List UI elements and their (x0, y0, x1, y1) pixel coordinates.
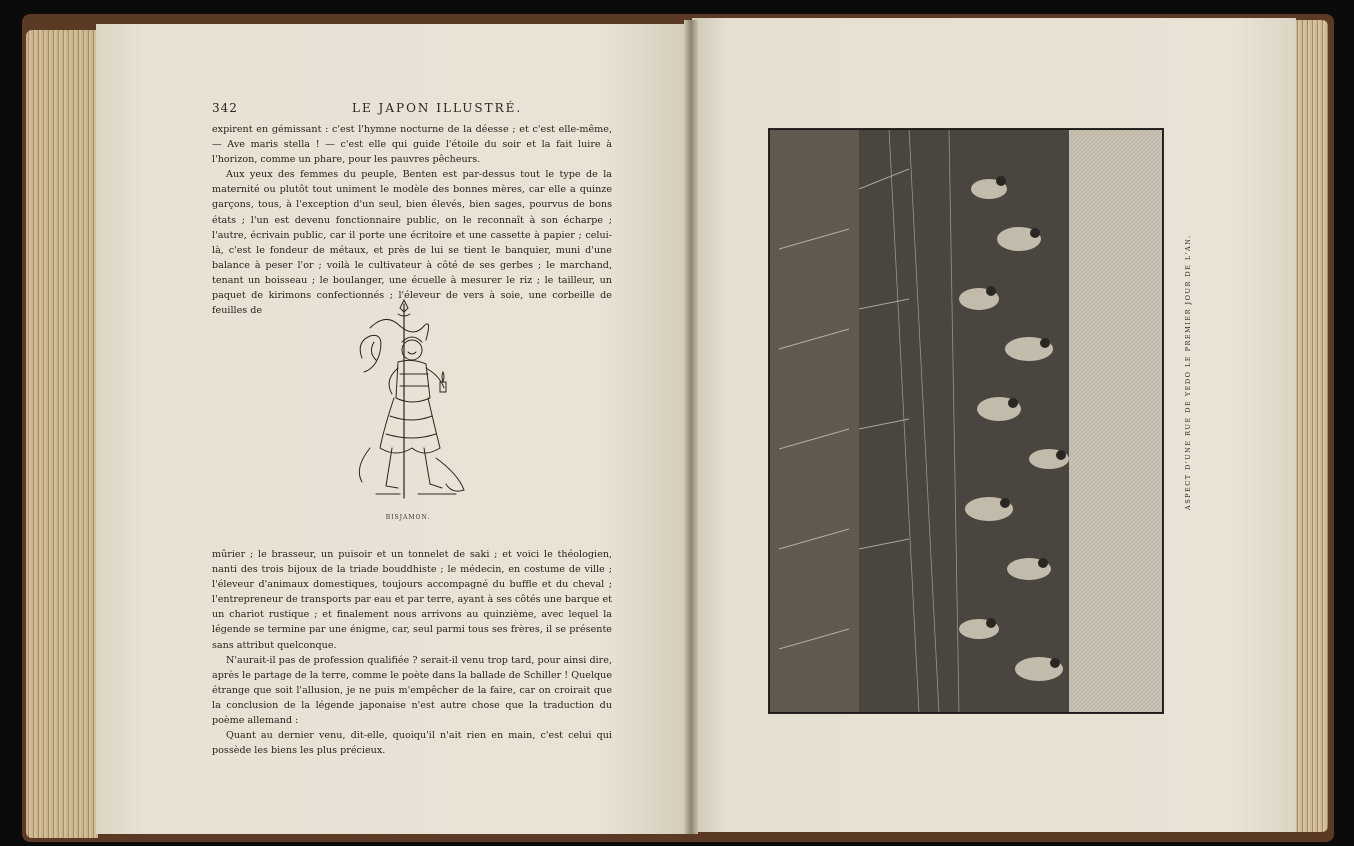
book-gutter (684, 20, 698, 834)
paragraph: N'aurait-il pas de profession qualifiée ? serait-il venu trop tard, pour ainsi dire, après le partage de la terre, comme le poète dans la ballade de Schiller ! Quelque étrange que soit l'allusion, je ne puis m'empêcher de la faire, car on croirait que la conclusion de la légende japonaise n'est autre chose que la traduction du poème allemand : (212, 654, 612, 727)
running-head (212, 101, 642, 117)
running-title: LE JAPON ILLUSTRÉ. (352, 101, 523, 115)
paragraph: mûrier ; le brasseur, un puisoir et un tonnelet de saki ; et voici le théologien, nanti des trois bijoux de la triade bouddhiste ; le médecin, en costume de ville ; l'éleveur d'animaux domestiques, toujours accompagné du buffle et du cheval ; l'entrepreneur de transports par eau et par terre, ayant à ses côtés une barque et un chariot rustique ; et finalement nous arrivons au quinzième, avec lequel la légende se termine par une énigme, car, seul parmi tous ses frères, il se présente sans attribut quelconque. (212, 549, 612, 651)
engraving-caption: ASPECT D'UNE RUE DE YEDO LE PREMIER JOUR DE L'AN. (1184, 234, 1192, 510)
paragraph: Aux yeux des femmes du peuple, Benten est par-dessus tout le type de la maternité ou plutôt tout uniment le modèle des bonnes mères, car elle a quinze garçons, tous, à l'exception d'un seul, bien élevés, bien sages, pourvus de bons états ; l'un est devenu fonctionnaire public, on le reconnaît à son écharpe ; l'autre, écrivain public, car il porte une écritoire et une cassette à papier ; celui-là, c'est le fondeur de métaux, et près de lui se tient le banquier, muni d'une balance à peser l'or ; voilà le cultivateur à côté de ses gerbes ; le marchand, tenant un boisseau ; le boulanger, une écuelle à mesurer le riz ; le tailleur, un paquet de kirimons confectionnés ; l'éleveur de vers à soie, une corbeille de feuilles de (212, 169, 612, 317)
text-block-top (212, 122, 612, 318)
text-block-bottom (212, 547, 612, 758)
figure-caption: BISJAMON. (385, 514, 431, 521)
street-scene-engraving (768, 128, 1164, 714)
paragraph: expirent en gémissant : c'est l'hymne nocturne de la déesse ; et c'est elle-même, — Ave maris stella ! — c'est elle qui guide l'étoile du soir et la fait luire à l'horizon, comme un phare, pour les pauvres pêcheurs. (212, 124, 612, 166)
page-edges-left (26, 30, 98, 838)
page-number: 342 (212, 101, 238, 115)
bisjamon-illustration (340, 298, 480, 510)
paragraph: Quant au dernier venu, dit-elle, quoiqu'il n'ait rien en main, c'est celui qui possède les biens les plus précieux. (212, 730, 612, 757)
